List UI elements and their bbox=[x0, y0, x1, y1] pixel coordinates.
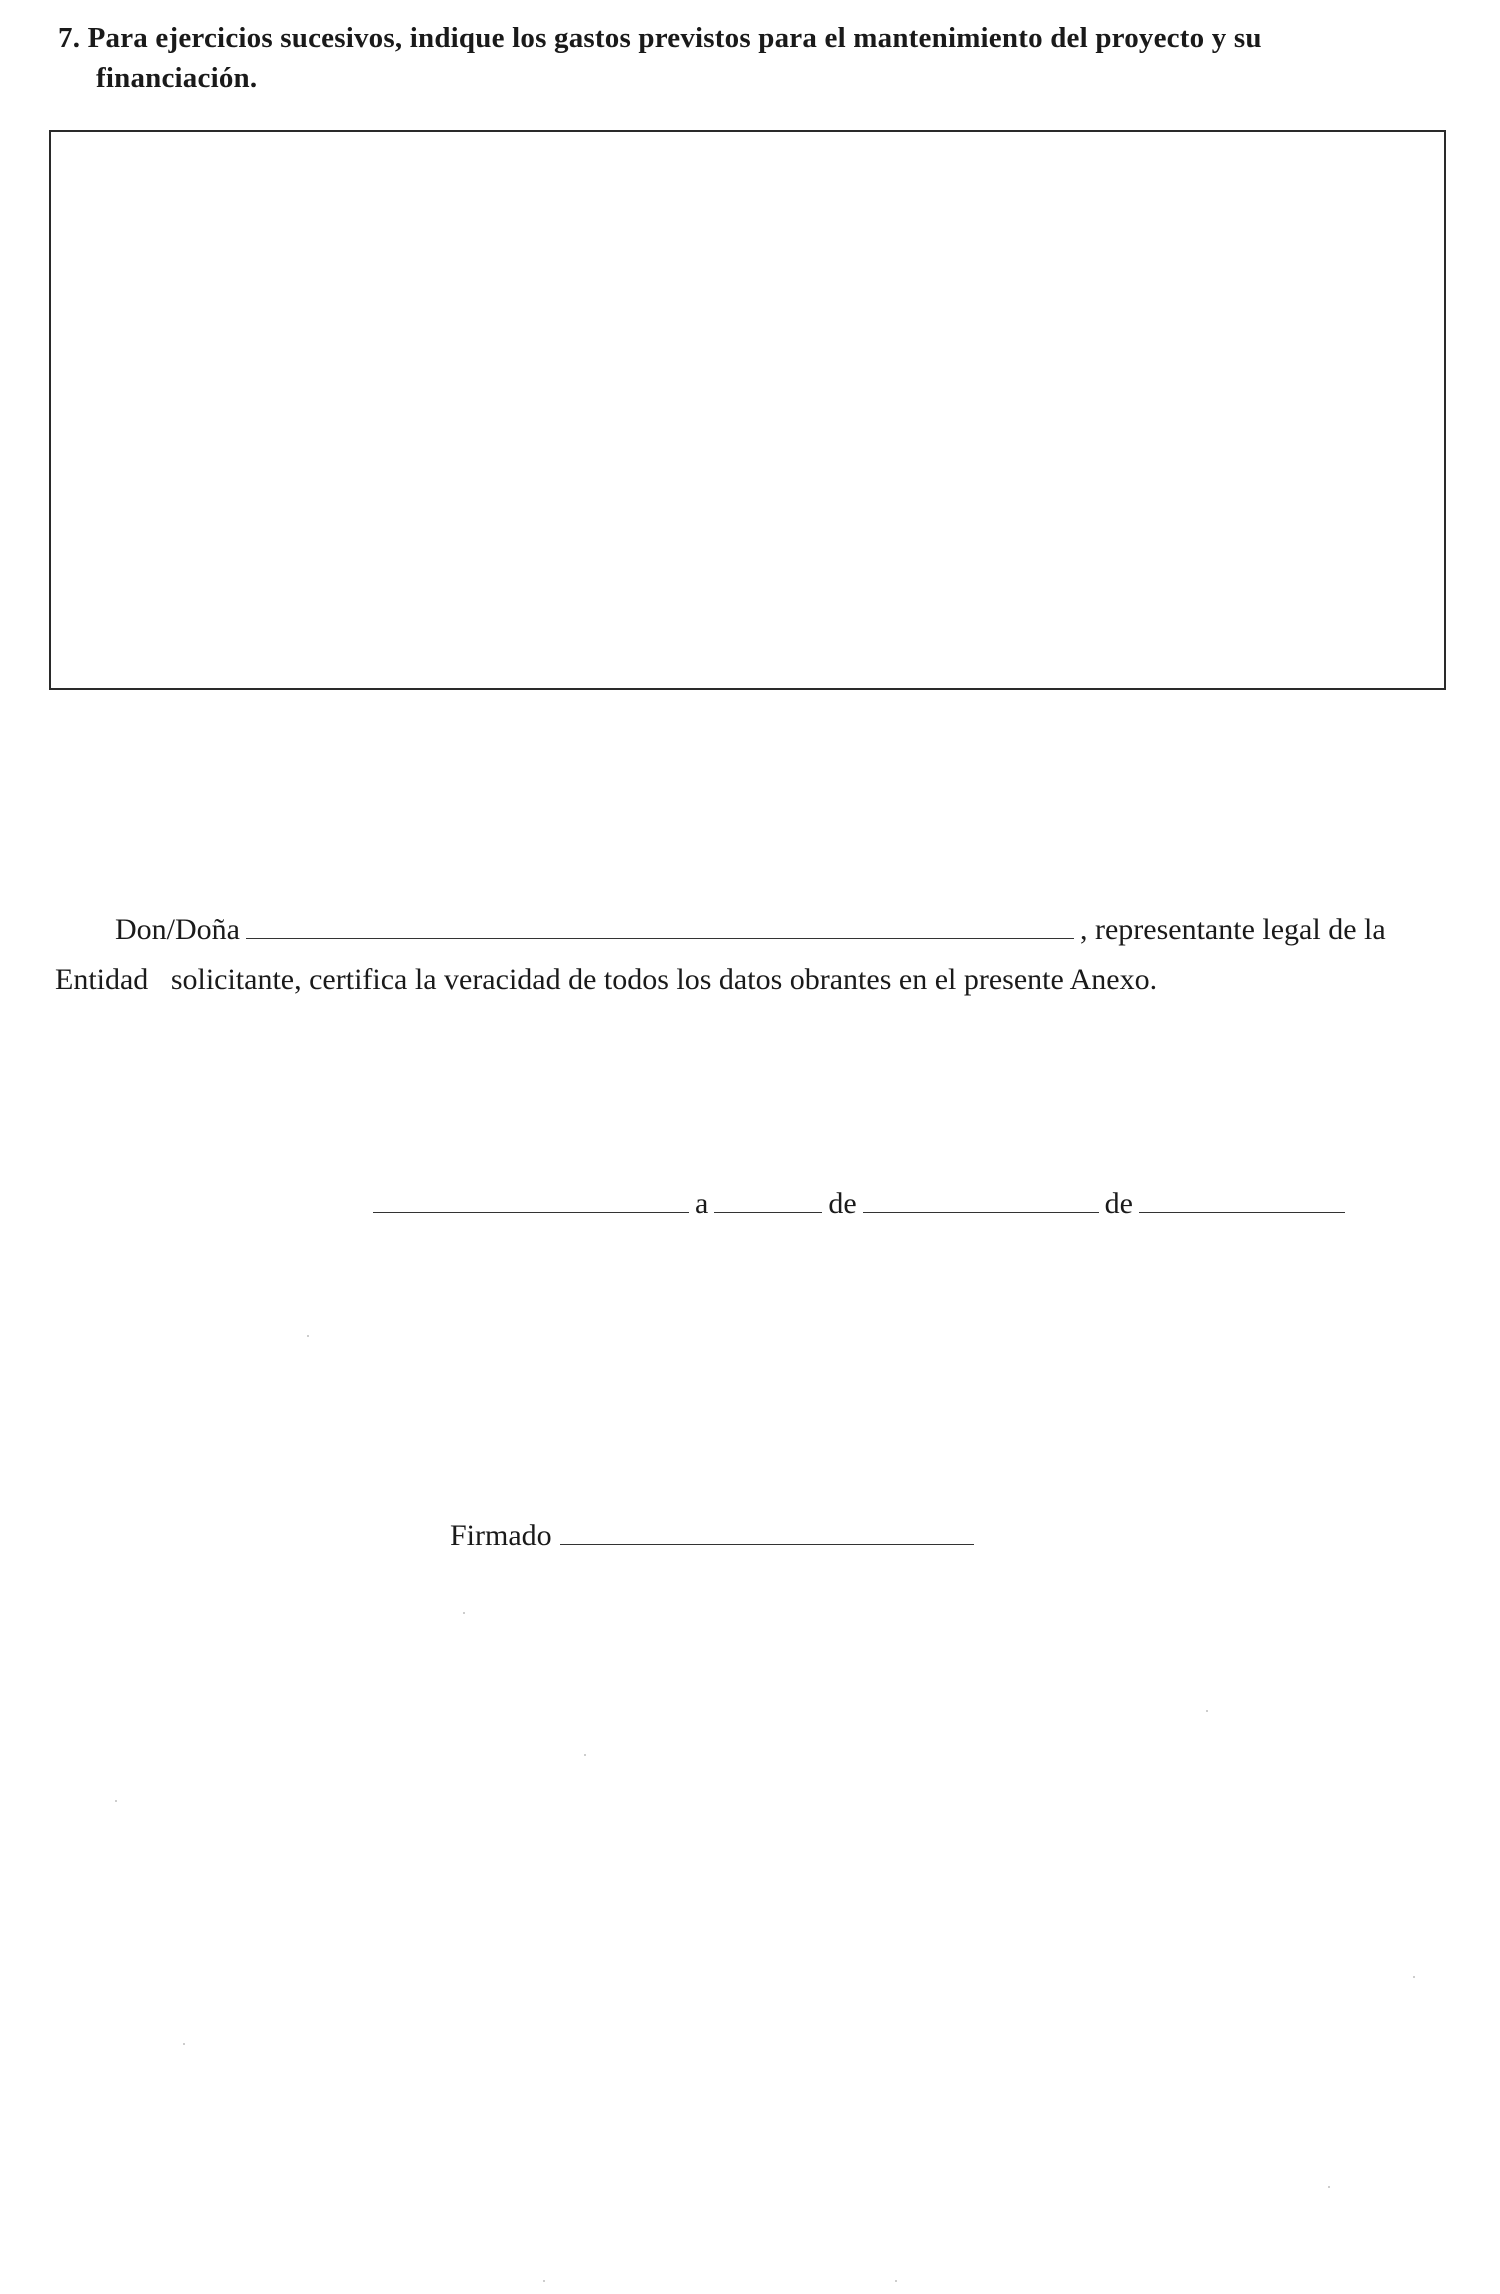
signature-field[interactable] bbox=[560, 1520, 974, 1545]
certification-statement: solicitante, certifica la veracidad de todos los datos obrantes en el presente Anexo. bbox=[170, 963, 1158, 996]
scan-speck bbox=[463, 1612, 465, 1614]
don-dona-label: Don/Doña bbox=[115, 913, 240, 946]
legal-representative-text: , representante legal de la bbox=[1079, 913, 1386, 946]
scan-speck bbox=[115, 1800, 117, 1802]
certification-line-2 bbox=[55, 955, 1455, 1005]
month-field[interactable] bbox=[863, 1188, 1099, 1213]
question-line-1: 7. Para ejercicios sucesivos, indique los gastos previstos para el mantenimiento del proyecto y su bbox=[58, 22, 1262, 54]
date-de-label-2: de bbox=[1104, 1187, 1133, 1220]
representative-name-field[interactable] bbox=[246, 914, 1074, 939]
firmado-label: Firmado bbox=[450, 1519, 552, 1552]
year-field[interactable] bbox=[1139, 1188, 1345, 1213]
question-heading bbox=[58, 18, 1398, 98]
scan-speck bbox=[1206, 1710, 1208, 1712]
scan-speck bbox=[307, 1335, 309, 1337]
place-field[interactable] bbox=[373, 1188, 689, 1213]
question-line-2: financiación. bbox=[96, 62, 258, 94]
scan-speck bbox=[183, 2043, 185, 2045]
day-field[interactable] bbox=[714, 1188, 822, 1213]
scan-speck bbox=[543, 2280, 545, 2282]
scan-speck bbox=[1413, 1976, 1415, 1978]
entidad-word: Entidad bbox=[55, 963, 149, 996]
certification-paragraph bbox=[55, 905, 1455, 1005]
date-a-label: a bbox=[695, 1187, 709, 1220]
certification-line-1 bbox=[55, 905, 1455, 955]
place-date-line bbox=[373, 1184, 1351, 1224]
scan-speck bbox=[584, 1754, 586, 1756]
scan-speck bbox=[895, 2280, 897, 2282]
answer-box[interactable] bbox=[49, 130, 1446, 690]
scan-speck bbox=[1328, 2186, 1330, 2188]
date-de-label-1: de bbox=[828, 1187, 857, 1220]
signature-line bbox=[450, 1516, 974, 1556]
